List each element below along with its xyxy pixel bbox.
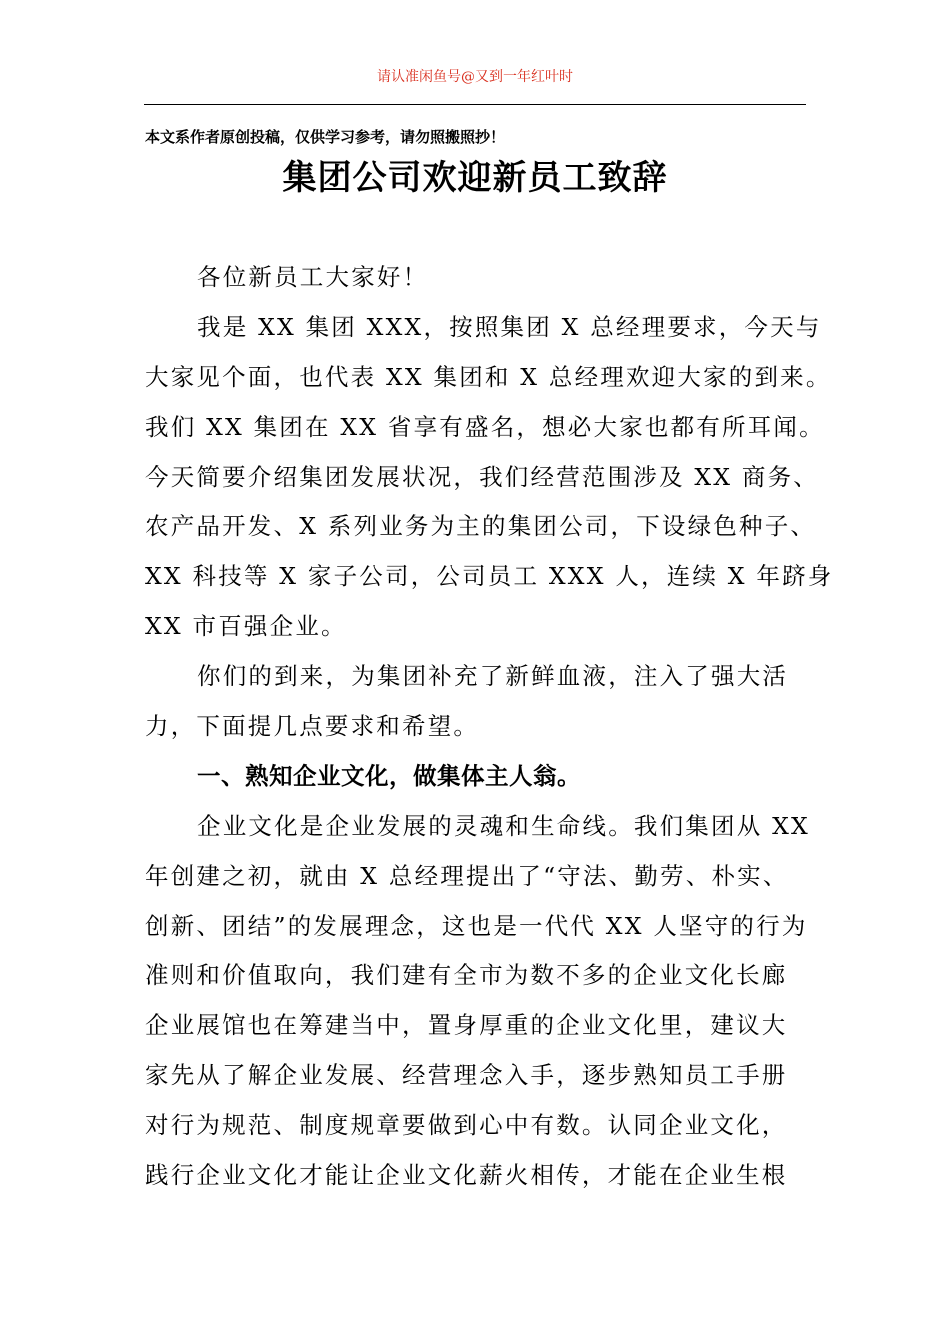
paragraph-line: 准则和价值取向，我们建有全市为数不多的企业文化长廊 [145,961,788,990]
paragraph-line: 对行为规范、制度规章要做到心中有数。认同企业文化， [145,1111,788,1140]
paragraph-line: 创新、团结”的发展理念，这也是一代代 XX 人坚守的行为 [145,911,808,940]
section-heading: 一、熟知企业文化，做集体主人翁。 [197,761,581,790]
paragraph-line: 年创建之初，就由 X 总经理提出了“守法、勤劳、朴实、 [145,861,789,890]
paragraph-line: 力，下面提几点要求和希望。 [145,712,480,741]
document-title: 集团公司欢迎新员工致辞 [282,158,668,198]
paragraph-line: 大家见个面，也代表 XX 集团和 X 总经理欢迎大家的到来。 [145,362,832,391]
paragraph-line: 践行企业文化才能让企业文化薪火相传，才能在企业生根 [145,1161,788,1190]
paragraph-line: 家先从了解企业发展、经营理念入手，逐步熟知员工手册 [145,1061,788,1090]
paragraph-line: 你们的到来，为集团补充了新鲜血液，注入了强大活 [197,662,789,691]
paragraph-line: 农产品开发、X 系列业务为主的集团公司，下设绿色种子、 [145,512,817,541]
paragraph-line: 企业文化是企业发展的灵魂和生命线。我们集团从 XX [197,811,810,840]
greeting-line: 各位新员工大家好！ [197,263,429,291]
document-body [145,253,834,1201]
paragraph-line: 今天简要介绍集团发展状况，我们经营范围涉及 XX 商务、 [145,462,819,491]
paragraph-line: 我们 XX 集团在 XX 省享有盛名，想必大家也都有所耳闻。 [145,412,825,441]
header-watermark-note: 请认准闲鱼号@又到一年红叶时 [377,69,573,85]
paragraph-line: XX 科技等 X 家子公司，公司员工 XXX 人，连续 X 年跻身 [145,562,834,591]
header-divider [144,104,806,105]
paragraph-line: 我是 XX 集团 XXX，按照集团 X 总经理要求，今天与 [197,312,822,341]
copyright-disclaimer: 本文系作者原创投稿，仅供学习参考，请勿照搬照抄！ [145,128,506,146]
paragraph-line: XX 市百强企业。 [145,612,347,641]
paragraph-line: 企业展馆也在筹建当中，置身厚重的企业文化里，建议大 [145,1011,788,1040]
